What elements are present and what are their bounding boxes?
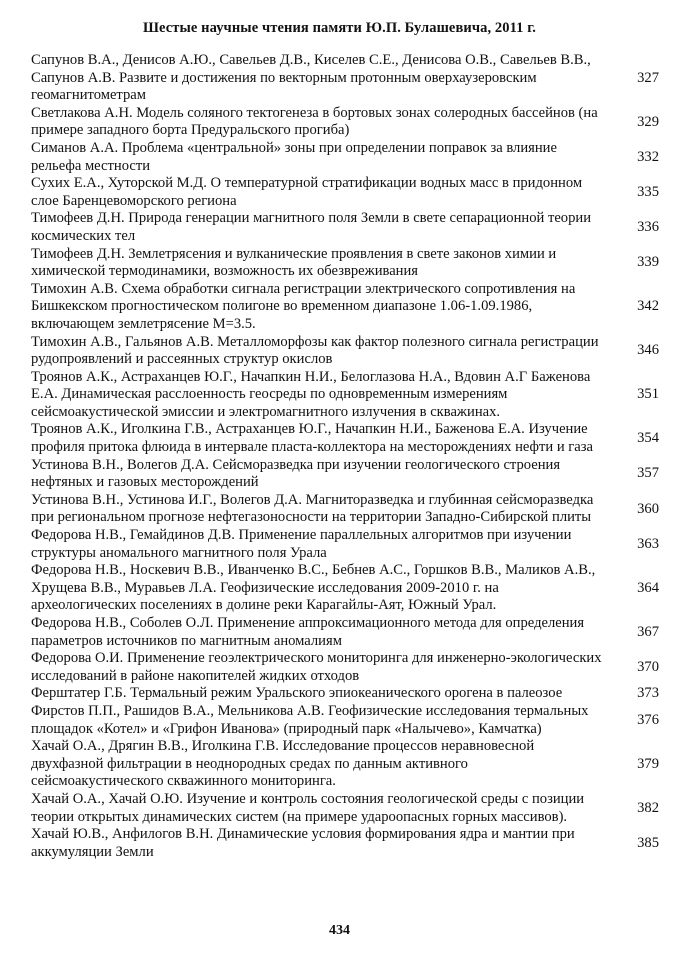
toc-entry-title: Тимофеев Д.Н. Землетрясения и вулканические проявления в свете законов химии и химической термодинамики, возможность их обезвреживания	[31, 245, 557, 280]
toc-entry-page: 335	[637, 183, 659, 200]
toc-entry	[31, 140, 659, 175]
toc-entry-page: 329	[637, 113, 659, 130]
toc-entry-title: Сапунов В.А., Денисов А.Ю., Савельев Д.В., Киселев С.Е., Денисова О.В., Савельев В.В., Сапунов А.В. Развите и достижения по векторным протонным оверхаузеровским геомагнитометрам	[31, 52, 591, 104]
toc-entry	[31, 421, 659, 456]
toc-entry-page: 376	[637, 711, 659, 728]
toc-entry-title: Федорова О.И. Применение геоэлектрического мониторинга для инженерно-экологических исследований в районе накопителей жидких отходов	[31, 650, 602, 684]
toc-entry-title: Федорова Н.В., Носкевич В.В., Иванченко В.С., Бебнев А.С., Горшков В.В., Маликов А.В., Хрущева В.В., Муравьев Л.А. Геофизические исследования 2009-2010 г. на археологических поселениях в долине реки Карагайлы-Аят, Южный Урал.	[31, 562, 596, 614]
toc-entry-title: Федорова Н.В., Гемайдинов Д.В. Применение параллельных алгоритмов при изучении структуры аномального магнитного поля Урала	[31, 527, 572, 561]
toc-entry-title: Ферштатер Г.Б. Термальный режим Уральского эпиокеанического орогена в палеозое	[31, 685, 563, 702]
toc-entry-title: Троянов А.К., Иголкина Г.В., Астраханцев Ю.Г., Начапкин Н.И., Баженова Е.А. Изучение профиля притока флюида в интервале пласта-коллектора на месторождениях нефти и газа	[31, 421, 593, 456]
toc-entry-title: Симанов А.А. Проблема «центральной» зоны при определении поправок за влияние рельефа местности	[31, 139, 557, 174]
toc-entry-title: Устинова В.Н., Волегов Д.А. Сейсморазведка при изучении геологического строения нефтяных и газовых месторождений	[31, 456, 561, 491]
toc-entry	[31, 562, 659, 615]
toc-entry-title: Федорова Н.В., Соболев О.Л. Применение аппроксимационного метода для определения параметров источников по магнитным аномалиям	[31, 615, 585, 649]
toc-entry-page: 327	[637, 69, 659, 86]
toc-entry-page: 332	[637, 148, 659, 165]
toc-entry	[31, 685, 659, 703]
toc-entry	[31, 650, 659, 685]
page-number: 434	[329, 923, 350, 938]
toc-entry-page: 354	[637, 430, 659, 447]
toc-entry	[31, 527, 659, 562]
toc-entry-title: Хачай О.А., Хачай О.Ю. Изучение и контроль состояния геологической среды с позиции теории открытых динамических систем (на примере удароопасных горных массивов).	[31, 790, 585, 825]
toc-entry	[31, 703, 659, 738]
toc-entry-page: 346	[637, 342, 659, 359]
toc-entry	[31, 175, 659, 210]
toc-entry-page: 370	[637, 658, 659, 675]
toc-entry-title: Хачай Ю.В., Анфилогов В.Н. Динамические условия формирования ядра и мантии при аккумуляции Земли	[31, 826, 575, 860]
toc-entry	[31, 369, 659, 422]
toc-entry	[31, 738, 659, 791]
toc-entry	[31, 492, 659, 527]
toc-entry-title: Устинова В.Н., Устинова И.Г., Волегов Д.А. Магниторазведка и глубинная сейсморазведка при региональном прогнозе нефтегазоносности на территории Западно-Сибирской плиты	[31, 491, 594, 526]
toc-entry	[31, 826, 659, 861]
toc-entry-title: Светлакова А.Н. Модель соляного тектогенеза в бортовых зонах солеродных бассейнов (на примере западного борта Предуральского прогиба)	[31, 104, 598, 139]
toc-entry	[31, 334, 659, 369]
toc-entry	[31, 615, 659, 650]
toc-entry-page: 382	[637, 799, 659, 816]
toc-entry-page: 342	[637, 298, 659, 315]
toc-entry	[31, 281, 659, 334]
toc-entry-page: 364	[637, 579, 659, 596]
toc-entry-page: 360	[637, 500, 659, 517]
toc-entry-page: 336	[637, 219, 659, 236]
toc-entry-page: 385	[637, 834, 659, 851]
toc-entry-title: Фирстов П.П., Рашидов В.А., Мельникова А.В. Геофизические исследования термальных площадок «Котел» и «Грифон Иванова» (природный парк «Налычево», Камчатка)	[31, 702, 589, 737]
toc-entry-page: 379	[637, 755, 659, 772]
toc-entry	[31, 457, 659, 492]
toc-entry-title: Тимохин А.В., Гальянов А.В. Металломорфозы как фактор полезного сигнала регистрации рудопроявлений и рассеянных структур окислов	[31, 333, 599, 368]
toc-entry-page: 339	[637, 254, 659, 271]
toc-entry	[31, 791, 659, 826]
toc-entry-title: Тимохин А.В. Схема обработки сигнала регистрации электрического сопротивления на Бишкекском прогностическом полигоне во временном диапазоне 1.06-1.09.1986, включающем землетрясение М=3.5.	[31, 280, 576, 332]
toc-entry	[31, 52, 659, 105]
table-of-contents	[31, 52, 659, 861]
toc-entry-page: 373	[637, 685, 659, 702]
running-header: Шестые научные чтения памяти Ю.П. Булашевича, 2011 г.	[142, 20, 537, 36]
toc-entry-page: 357	[637, 465, 659, 482]
toc-entry-title: Тимофеев Д.Н. Природа генерации магнитного поля Земли в свете сепарационной теории космических тел	[31, 210, 592, 244]
toc-entry-title: Хачай О.А., Дрягин В.В., Иголкина Г.В. Исследование процессов неравновесной двухфазной фильтрации в неоднородных средах по данным активного сейсмоакустического скважинного мониторинга.	[31, 738, 535, 790]
toc-entry-title: Троянов А.К., Астраханцев Ю.Г., Начапкин Н.И., Белоглазова Н.А., Вдовин А.Г Баженова Е.А. Динамическая расслоенность геосреды по одновременным измерениям сейсмоакустической эмиссии и электромагнитного излучения в скважинах.	[31, 368, 591, 420]
toc-entry-page: 351	[637, 386, 659, 403]
toc-entry	[31, 105, 659, 140]
toc-entry-page: 363	[637, 535, 659, 552]
toc-entry	[31, 210, 659, 245]
toc-entry	[31, 246, 659, 281]
toc-entry-title: Сухих Е.А., Хуторской М.Д. О температурной стратификации водных масс в придонном слое Баренцевоморского региона	[31, 175, 583, 209]
toc-entry-page: 367	[637, 623, 659, 640]
